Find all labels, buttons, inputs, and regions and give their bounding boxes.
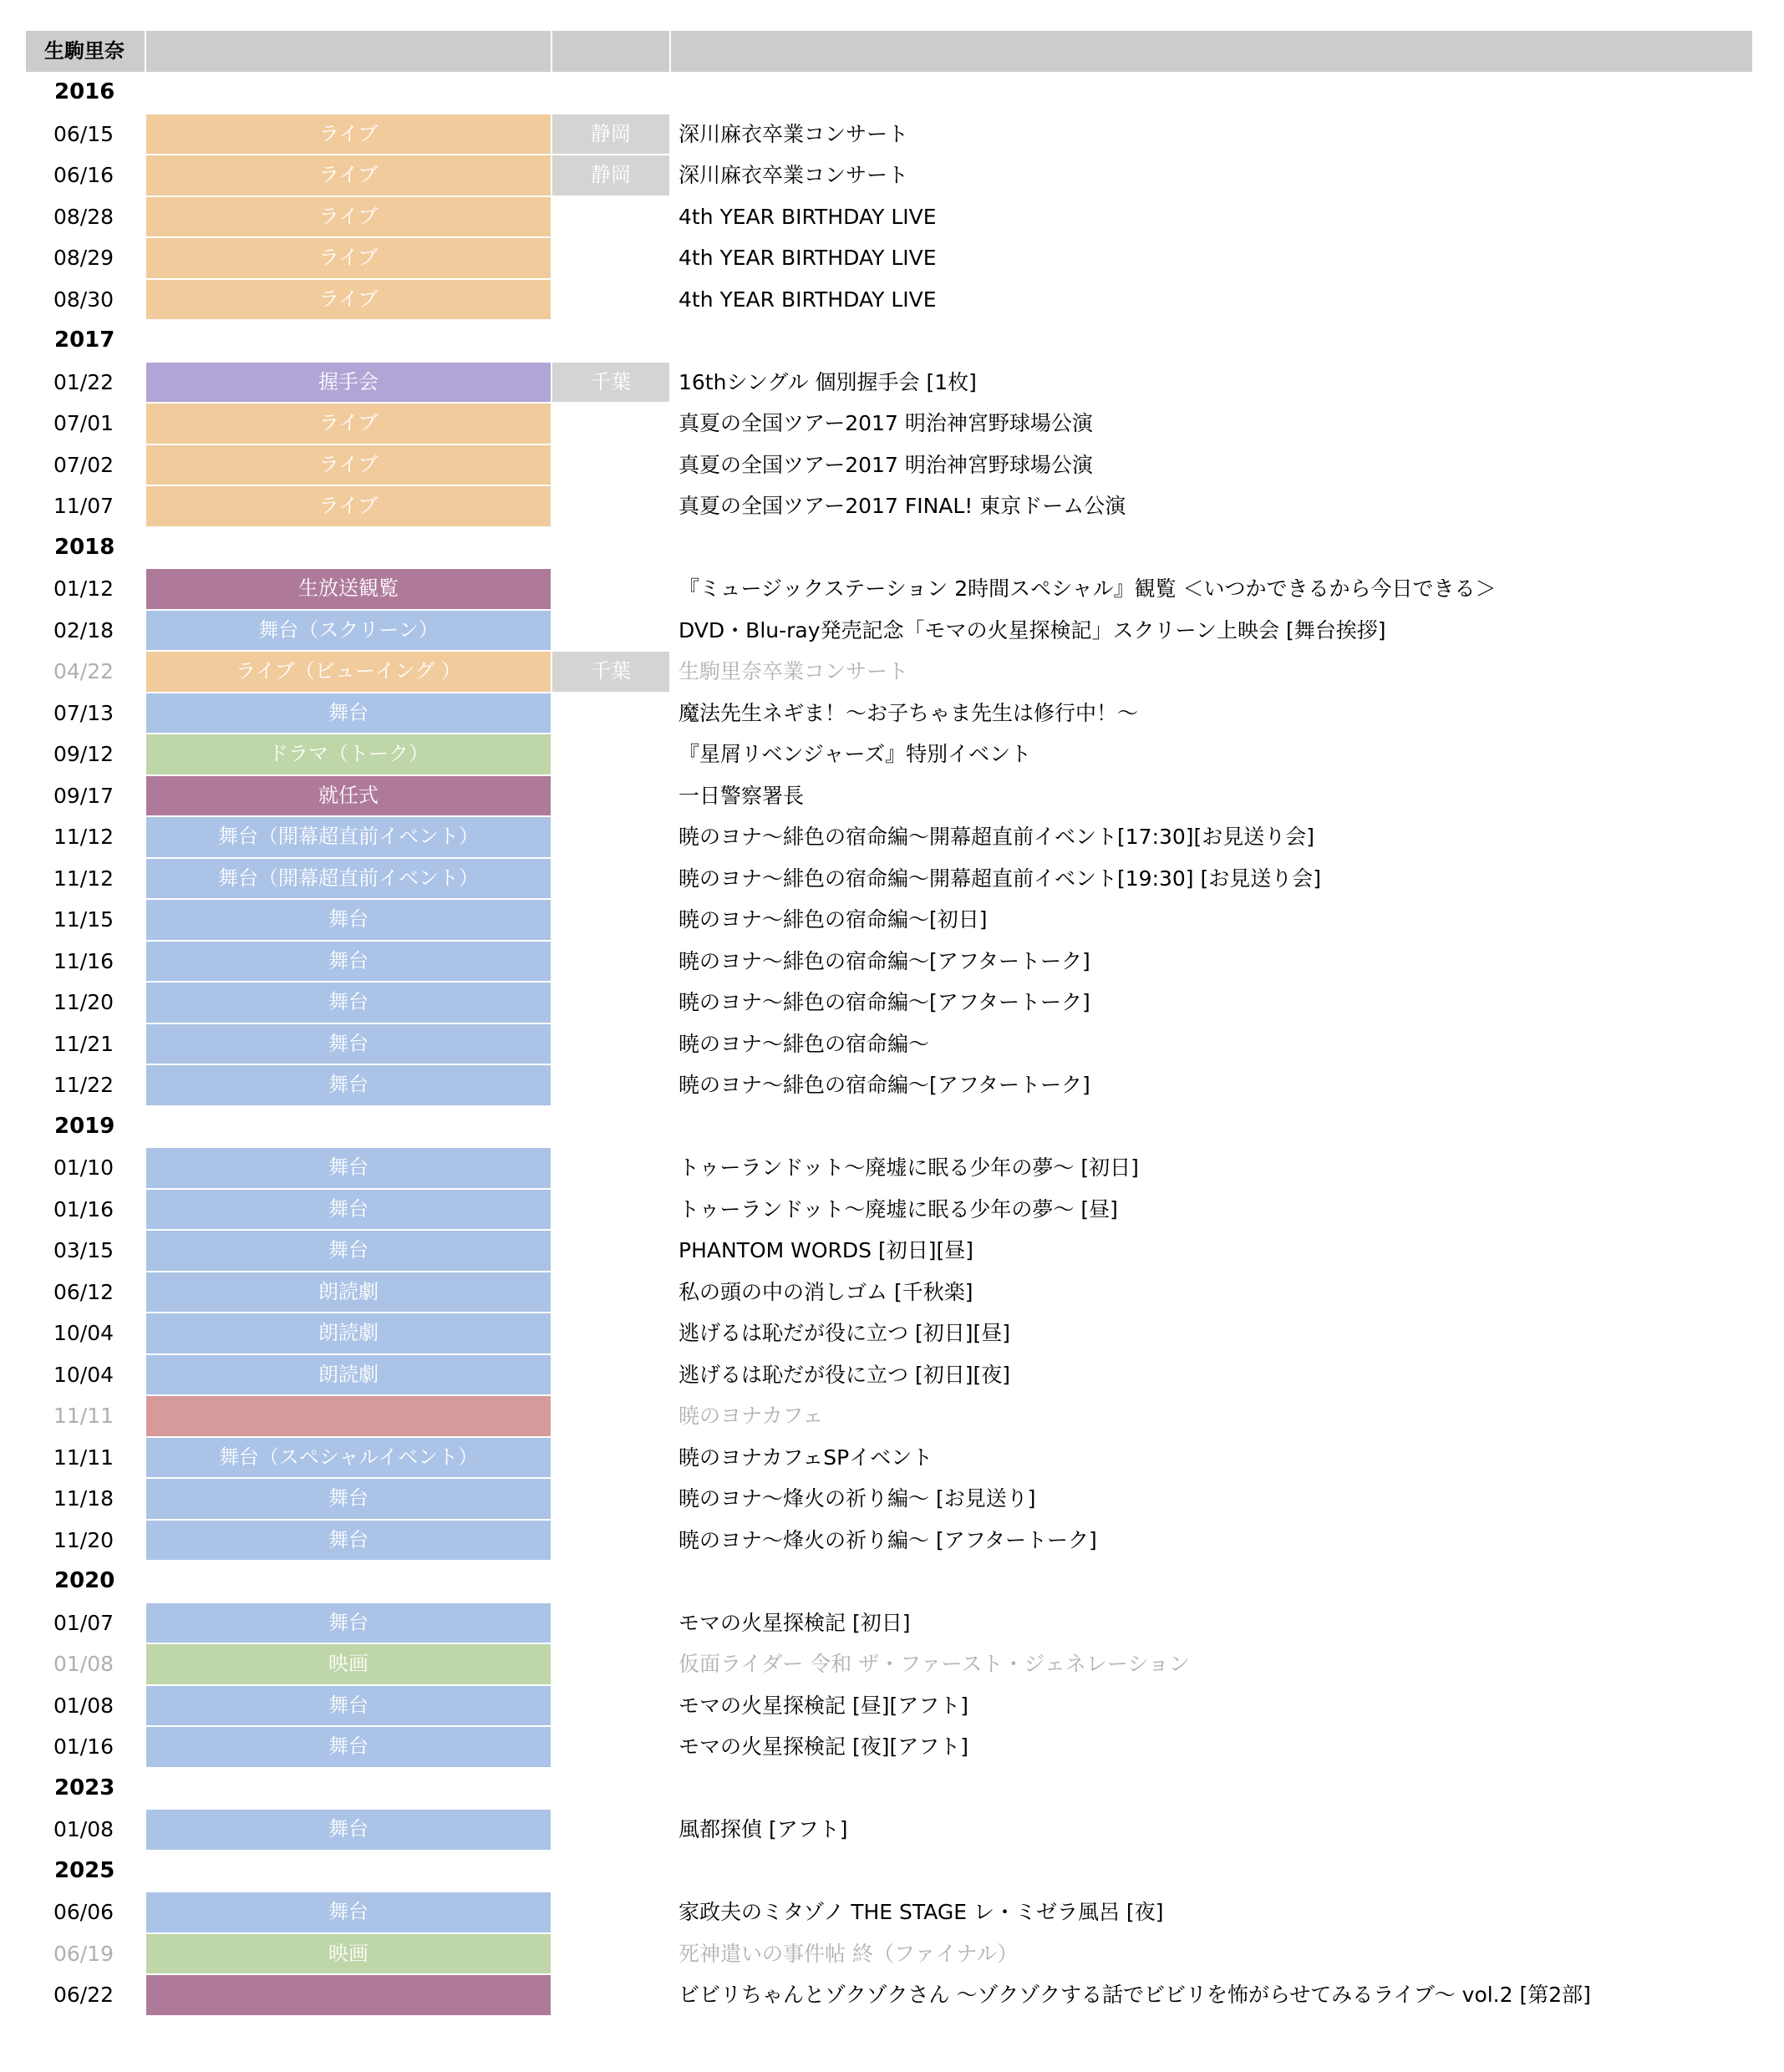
event-title: 4th YEAR BIRTHDAY LIVE [679, 287, 937, 312]
table-row [26, 1065, 1752, 1107]
event-category: 舞台 [146, 1024, 551, 1064]
event-date: 10/04 [53, 1321, 114, 1345]
event-location [552, 734, 669, 774]
event-title: 16thシングル 個別握手会 [1枚] [679, 369, 977, 394]
event-category: 舞台 [146, 942, 551, 982]
event-date: 01/16 [53, 1196, 114, 1221]
event-category [146, 1396, 551, 1436]
event-date: 06/19 [53, 1941, 114, 1966]
event-title: 暁のヨナ〜緋色の宿命編〜[初日] [679, 907, 988, 932]
event-date: 07/02 [53, 452, 114, 477]
event-location [552, 1438, 669, 1478]
event-category: 舞台 [146, 900, 551, 940]
table-row [26, 1231, 1752, 1272]
table-row [26, 1810, 1752, 1851]
event-date: 06/06 [53, 1900, 114, 1924]
year-row [26, 1107, 1752, 1149]
event-category: 舞台 [146, 1810, 551, 1850]
event-category [146, 1975, 551, 2015]
event-title: 深川麻衣卒業コンサート [679, 163, 909, 187]
event-title: 暁のヨナ〜緋色の宿命編〜 [679, 1031, 930, 1056]
year-row [26, 1851, 1752, 1893]
event-title: モマの火星探検記 [夜][アフト] [679, 1734, 968, 1759]
event-title: DVD・Blu-ray発売記念「モマの火星探検記」スクリーン上映会 [舞台挨拶] [679, 617, 1386, 642]
event-category: 舞台 [146, 693, 551, 734]
table-row [26, 693, 1752, 735]
event-category: 舞台 [146, 1521, 551, 1561]
event-date: 11/15 [53, 907, 114, 932]
table-row [26, 1892, 1752, 1934]
event-location: 静岡 [552, 114, 669, 155]
event-title: 深川麻衣卒業コンサート [679, 121, 909, 146]
event-category: ライブ [146, 445, 551, 485]
event-date: 07/01 [53, 411, 114, 435]
event-title: 『星屑リベンジャーズ』特別イベント [679, 742, 1032, 766]
event-date: 10/04 [53, 1362, 114, 1387]
event-category: 舞台（開幕超直前イベント） [146, 859, 551, 899]
event-title: 4th YEAR BIRTHDAY LIVE [679, 246, 937, 270]
table-row [26, 1975, 1752, 2017]
event-date: 07/13 [53, 700, 114, 725]
event-category: 舞台 [146, 1190, 551, 1230]
event-date: 01/08 [53, 1693, 114, 1718]
event-category: 舞台（スペシャルイベント） [146, 1438, 551, 1478]
table-row [26, 1313, 1752, 1355]
event-location [552, 280, 669, 320]
event-category: ライブ [146, 404, 551, 444]
event-location [552, 1272, 669, 1313]
table-row [26, 734, 1752, 776]
event-location [552, 1603, 669, 1643]
event-title: モマの火星探検記 [初日] [679, 1610, 911, 1635]
event-location [552, 859, 669, 899]
event-category: 生放送観覧 [146, 569, 551, 609]
event-title: 私の頭の中の消しゴム [千秋楽] [679, 1279, 973, 1304]
event-title: 暁のヨナ〜緋色の宿命編〜[アフタートーク] [679, 990, 1090, 1014]
year-row [26, 528, 1752, 570]
event-location [552, 1396, 669, 1436]
event-title: 一日警察署長 [679, 783, 805, 808]
event-location [552, 238, 669, 278]
event-category: ドラマ（トーク） [146, 734, 551, 774]
event-title: 魔法先生ネギま！〜お子ちゃま先生は修行中！〜 [679, 700, 1139, 725]
event-location [552, 1190, 669, 1230]
table-row [26, 776, 1752, 818]
table-row [26, 1148, 1752, 1190]
table-header [26, 31, 1752, 72]
event-location [552, 1479, 669, 1519]
year-label: 2016 [54, 79, 115, 104]
event-title: 真夏の全国ツアー2017 明治神宮野球場公演 [679, 411, 1093, 435]
event-date: 02/18 [53, 617, 114, 642]
event-location: 千葉 [552, 652, 669, 692]
event-category: ライブ [146, 114, 551, 155]
table-row [26, 983, 1752, 1024]
event-location [552, 983, 669, 1023]
year-label: 2018 [54, 534, 115, 560]
event-date: 06/15 [53, 121, 114, 146]
year-row [26, 1769, 1752, 1810]
event-category: 舞台 [146, 983, 551, 1023]
table-row [26, 197, 1752, 239]
event-category: 舞台 [146, 1148, 551, 1188]
event-title: 暁のヨナ〜緋色の宿命編〜開幕超直前イベント[17:30][お見送り会] [679, 825, 1315, 849]
table-row [26, 238, 1752, 280]
event-title: 風都探偵 [アフト] [679, 1817, 848, 1841]
table-row [26, 363, 1752, 404]
table-row [26, 1396, 1752, 1438]
event-title: 逃げるは恥だが役に立つ [初日][昼] [679, 1321, 1010, 1345]
event-location [552, 900, 669, 940]
event-title: 暁のヨナ〜烽火の祈り編〜 [アフタートーク] [679, 1527, 1097, 1552]
event-title: 死神遣いの事件帖 終（ファイナル） [679, 1941, 1019, 1966]
table-row [26, 611, 1752, 653]
event-location [552, 1521, 669, 1561]
year-row [26, 321, 1752, 363]
table-row [26, 900, 1752, 942]
table-row [26, 1272, 1752, 1314]
event-date: 11/12 [53, 825, 114, 849]
table-row [26, 1355, 1752, 1397]
table-row [26, 1479, 1752, 1521]
table-row [26, 155, 1752, 197]
table-row [26, 1644, 1752, 1686]
event-date: 11/21 [53, 1031, 114, 1056]
event-date: 01/22 [53, 369, 114, 394]
event-category: 就任式 [146, 776, 551, 816]
event-title: トゥーランドット〜廃墟に眠る少年の夢〜 [昼] [679, 1196, 1118, 1221]
event-date: 06/22 [53, 1983, 114, 2007]
event-date: 01/08 [53, 1652, 114, 1676]
event-title: ビビリちゃんとゾクゾクさん 〜ゾクゾクする話でビビリを怖がらせてみるライブ〜 vol.2 [第2部] [679, 1983, 1591, 2007]
year-label: 2020 [54, 1568, 115, 1593]
table-row [26, 404, 1752, 445]
event-title: 仮面ライダー 令和 ザ・ファースト・ジェネレーション [679, 1652, 1190, 1676]
event-category: ライブ [146, 280, 551, 320]
event-date: 03/15 [53, 1238, 114, 1262]
event-category: 舞台 [146, 1686, 551, 1726]
event-category: 舞台 [146, 1231, 551, 1271]
table-row [26, 1024, 1752, 1066]
event-category: 舞台 [146, 1479, 551, 1519]
event-category: 舞台 [146, 1603, 551, 1643]
event-category: 朗読劇 [146, 1355, 551, 1395]
table-row [26, 652, 1752, 693]
event-date: 06/16 [53, 163, 114, 187]
event-category: 舞台 [146, 1892, 551, 1932]
year-label: 2019 [54, 1113, 115, 1139]
event-date: 01/07 [53, 1610, 114, 1635]
event-date: 09/17 [53, 783, 114, 808]
event-category: ライブ（ビューイング ） [146, 652, 551, 692]
event-location [552, 776, 669, 816]
event-location [552, 1231, 669, 1271]
event-location [552, 1727, 669, 1767]
event-date: 11/12 [53, 866, 114, 891]
event-date: 06/12 [53, 1279, 114, 1304]
event-location [552, 693, 669, 734]
event-location [552, 1024, 669, 1064]
event-date: 08/30 [53, 287, 114, 312]
year-row [26, 73, 1752, 114]
event-title: 逃げるは恥だが役に立つ [初日][夜] [679, 1362, 1010, 1387]
event-category: 握手会 [146, 363, 551, 403]
event-title: 『ミュージックステーション 2時間スペシャル』観覧 ＜いつかできるから今日できる＞ [679, 576, 1497, 601]
event-title: 暁のヨナ〜緋色の宿命編〜[アフタートーク] [679, 948, 1090, 973]
table-row [26, 817, 1752, 859]
event-category: 舞台 [146, 1065, 551, 1105]
event-category: 舞台（開幕超直前イベント） [146, 817, 551, 857]
event-location [552, 817, 669, 857]
table-row [26, 1727, 1752, 1769]
table-body [26, 73, 1752, 2017]
table-row [26, 280, 1752, 322]
table-row [26, 569, 1752, 611]
event-date: 08/29 [53, 246, 114, 270]
event-location [552, 942, 669, 982]
header-location-cell [552, 31, 669, 72]
table-row [26, 486, 1752, 528]
event-location [552, 611, 669, 651]
event-date: 11/07 [53, 494, 114, 518]
event-title: PHANTOM WORDS [初日][昼] [679, 1238, 973, 1262]
event-date: 01/10 [53, 1155, 114, 1180]
event-date: 01/16 [53, 1734, 114, 1759]
event-location [552, 1810, 669, 1850]
table-row [26, 1521, 1752, 1562]
event-date: 11/22 [53, 1073, 114, 1097]
event-category: ライブ [146, 238, 551, 278]
event-date: 11/11 [53, 1404, 114, 1428]
event-location: 千葉 [552, 363, 669, 403]
event-date: 11/11 [53, 1445, 114, 1470]
table-row [26, 1438, 1752, 1480]
event-category: 舞台（スクリーン） [146, 611, 551, 651]
event-title: 真夏の全国ツアー2017 FINAL! 東京ドーム公演 [679, 494, 1126, 518]
event-date: 04/22 [53, 659, 114, 683]
event-location [552, 1644, 669, 1684]
event-category: 舞台 [146, 1727, 551, 1767]
event-date: 01/12 [53, 576, 114, 601]
year-label: 2023 [54, 1775, 115, 1800]
table-row [26, 942, 1752, 983]
event-location [552, 1313, 669, 1353]
event-location [552, 197, 669, 237]
event-category: 朗読劇 [146, 1272, 551, 1313]
event-date: 11/20 [53, 1527, 114, 1552]
event-date: 09/12 [53, 742, 114, 766]
event-category: ライブ [146, 486, 551, 526]
event-title: モマの火星探検記 [昼][アフト] [679, 1693, 968, 1718]
event-category: 映画 [146, 1934, 551, 1974]
event-title: 家政夫のミタゾノ THE STAGE レ・ミゼラ風呂 [夜] [679, 1900, 1164, 1924]
member-name: 生駒里奈 [26, 31, 145, 72]
event-location [552, 1065, 669, 1105]
table-row [26, 114, 1752, 156]
event-location [552, 1892, 669, 1932]
year-row [26, 1562, 1752, 1603]
table-row [26, 859, 1752, 901]
event-location [552, 1975, 669, 2015]
event-location [552, 445, 669, 485]
header-title-cell [671, 31, 1752, 72]
event-location [552, 1686, 669, 1726]
event-location [552, 486, 669, 526]
table-row [26, 1190, 1752, 1232]
event-title: 暁のヨナ〜烽火の祈り編〜 [お見送り] [679, 1486, 1036, 1511]
schedule-table [26, 31, 1752, 2017]
event-title: 暁のヨナカフェ [679, 1404, 824, 1428]
event-location [552, 1148, 669, 1188]
event-title: 生駒里奈卒業コンサート [679, 659, 909, 683]
event-location [552, 1355, 669, 1395]
event-title: 4th YEAR BIRTHDAY LIVE [679, 204, 937, 229]
event-date: 01/08 [53, 1817, 114, 1841]
event-title: 暁のヨナカフェSPイベント [679, 1445, 933, 1470]
event-category: ライブ [146, 155, 551, 196]
event-title: 暁のヨナ〜緋色の宿命編〜開幕超直前イベント[19:30] [お見送り会] [679, 866, 1322, 891]
event-title: 真夏の全国ツアー2017 明治神宮野球場公演 [679, 452, 1093, 477]
event-date: 11/18 [53, 1486, 114, 1511]
event-date: 08/28 [53, 204, 114, 229]
table-row [26, 1686, 1752, 1728]
event-location [552, 1934, 669, 1974]
table-row [26, 1603, 1752, 1645]
event-date: 11/20 [53, 990, 114, 1014]
event-title: トゥーランドット〜廃墟に眠る少年の夢〜 [初日] [679, 1155, 1139, 1180]
year-label: 2017 [54, 328, 115, 353]
event-title: 暁のヨナ〜緋色の宿命編〜[アフタートーク] [679, 1073, 1090, 1097]
year-label: 2025 [54, 1857, 115, 1883]
header-category-cell [146, 31, 551, 72]
event-category: ライブ [146, 197, 551, 237]
table-row [26, 1934, 1752, 1976]
event-location [552, 569, 669, 609]
event-category: 映画 [146, 1644, 551, 1684]
event-date: 11/16 [53, 948, 114, 973]
event-location: 静岡 [552, 155, 669, 196]
event-category: 朗読劇 [146, 1313, 551, 1353]
event-location [552, 404, 669, 444]
table-row [26, 445, 1752, 487]
